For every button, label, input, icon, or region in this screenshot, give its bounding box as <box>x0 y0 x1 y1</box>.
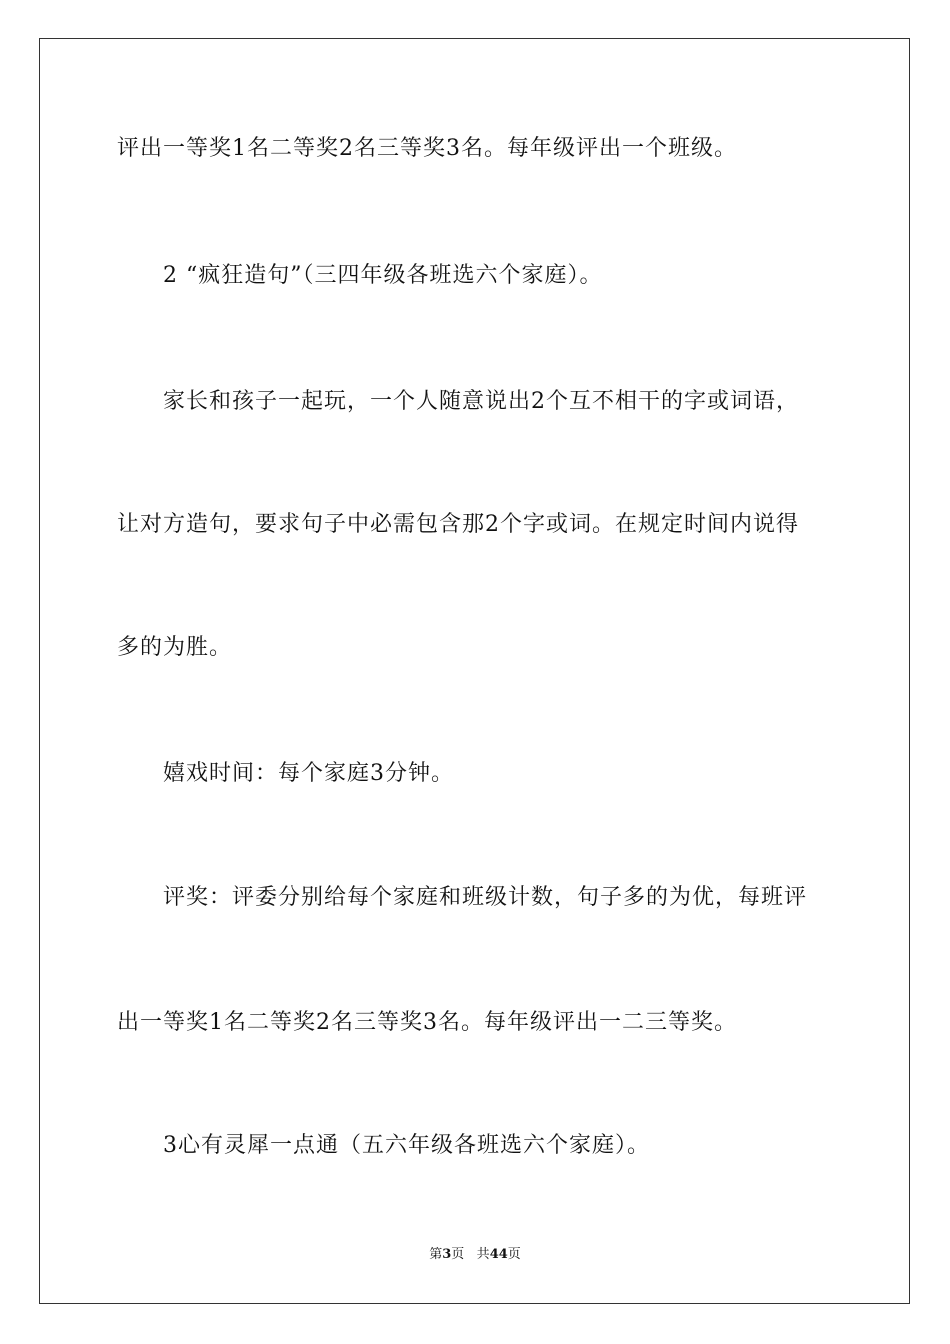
page-border <box>39 38 910 1304</box>
text-line-7: 评奖：评委分别给每个家庭和班级计数，句子多的为优，每班评 <box>163 885 808 910</box>
text-line-2: 2 “疯狂造句”（三四年级各班选六个家庭）。 <box>163 263 603 288</box>
footer-total-suffix: 页 <box>507 1247 521 1262</box>
text-line-4: 让对方造句，要求句子中必需包含那2个字或词。在规定时间内说得 <box>117 512 799 537</box>
text-line-1: 评出一等奖1名二等奖2名三等奖3名。每年级评出一个班级。 <box>117 136 737 161</box>
text-line-3: 家长和孩子一起玩，一个人随意说出2个互不相干的字或词语， <box>163 389 799 414</box>
footer-page-suffix: 页 <box>451 1247 465 1262</box>
footer-total-prefix: 共 <box>476 1247 490 1262</box>
text-line-5: 多的为胜。 <box>117 635 233 660</box>
footer-total-pages: 44 <box>489 1247 508 1262</box>
footer-page-prefix: 第 <box>429 1247 443 1262</box>
text-line-6: 嬉戏时间：每个家庭3分钟。 <box>163 761 454 786</box>
text-line-9: 3心有灵犀一点通（五六年级各班选六个家庭）。 <box>163 1133 650 1158</box>
text-line-8: 出一等奖1名二等奖2名三等奖3名。每年级评出一二三等奖。 <box>117 1010 737 1035</box>
footer-page-number: 3 <box>442 1247 452 1262</box>
page-footer <box>0 1246 950 1264</box>
